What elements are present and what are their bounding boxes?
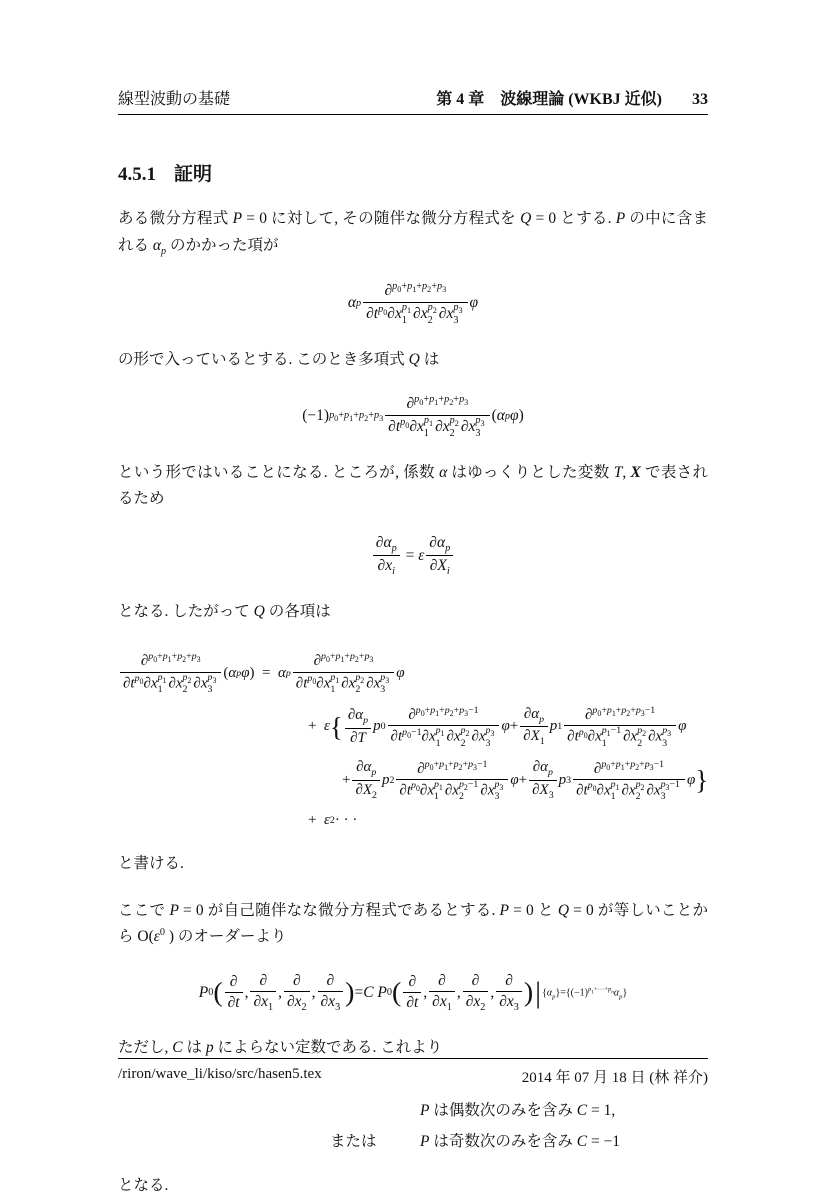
expansion-line-2: + ε { $\frac{\partial\alpha_p}{\partial T}$ p 0 ∂$^{p_0+p_1+p_2+p_3-1}$ $\partial t^{p_0-1}\partial x$ $p_1$ 1 ∂x $p_2$ 2 ∂x $p_3$ 3 φ + $\frac{\partial\alpha_p}{\partial X_1}$ p 1 ∂$^{p_0+p_1+p_2+p_3-1}$ $\partial t^{p_0}\partial x$ $p_1-1$ 1 ∂x $p_2$ 2 ∂x $p_3$ 3 φ [308, 704, 687, 749]
paragraph-self-adjoint: ここで P = 0 が自己随伴なな微分方程式であるとする. P = 0 と Q = 0 が等しいことから $O(\varepsilon^0$ ) のオーダーより [118, 901, 709, 946]
section-title: 証明 [174, 164, 213, 185]
footer-file-path: /riron/wave_li/kiso/src/hasen5.tex [118, 1066, 322, 1082]
paragraph-intro: ある微分方程式 P = 0 に対して, その随伴な微分方程式を Q = 0 とする. P の中に含まれる $\alpha_p$ のかかった項が [118, 210, 708, 257]
equation-expansion-block [118, 651, 708, 829]
expansion-line-4: + ε 2 · · · [308, 812, 358, 829]
page-number: 33 [692, 91, 708, 108]
section-heading [118, 159, 708, 186]
chapter-number: 第 4 章 [436, 91, 485, 108]
section-number: 4.5.1 [118, 164, 156, 185]
chapter-title: 波線理論 (WKBJ 近似) [500, 91, 662, 108]
expansion-line-1: ∂$^{p_0+p_1+p_2+p_3}$ $\partial t^{p_0}\partial x$ $p_1$ 1 ∂x $p_2$ 2 ∂x $p_3$ 3 ( α p φ ) = α p ∂$^{p_0+p_1+p_2+p_3}$ $\partial t^{p_0}\partial x$ $p_1$ 1 ∂x $p_2$ 2 ∂x $p_3$ 3 φ [118, 651, 708, 695]
conclusion-odd-text: P は奇数次のみを含み C = −1 [420, 1133, 621, 1151]
equation-slow-derivative: $\frac{\partial\alpha_p}{\partial x_i}$ = ε $\frac{\partial\alpha_p}{\partial X_i}$ [118, 533, 708, 579]
expansion-line-3: + $\frac{\partial\alpha_p}{\partial X_2}$ p 2 ∂$^{p_0+p_1+p_2+p_3-1}$ $\partial t^{p_0}\partial x$ $p_1$ 1 ∂x $p_2-1$ 2 ∂x $p_3$ 3 φ + $\frac{\partial\alpha_p}{\partial X_3}$ p 3 ∂$^{p_0+p_1+p_2+p_3-1}$ $\partial t^{p_0}\partial x$ $p_1$ 1 ∂x $p_2$ 2 ∂x $p_3-1$ 3 φ } [342, 758, 709, 803]
paragraph-writable: と書ける. [118, 855, 184, 873]
paragraph-conclusion: となる. [118, 1177, 169, 1195]
paragraph-each-term: となる. したがって Q の各項は [118, 602, 331, 620]
equation-adjoint-term: (−1) $p_0+p_1+p_2+p_3$ ∂$^{p_0+p_1+p_2+p_3}$ $\partial t^{p_0}\partial x$ $p_1$ 1 ∂x $p_2$ 2 ∂x $p_3$ 3 ( α p φ ) [302, 394, 524, 439]
conclusion-block [330, 1095, 708, 1157]
conclusion-label-or: または [330, 1133, 377, 1151]
conclusion-even-text: P は偶数次のみを含み C = 1, [420, 1102, 616, 1120]
page-header [118, 86, 708, 115]
header-right [436, 86, 708, 109]
equation-p0-condition: P 0 ( $\frac{\partial}{\partial t}$ , $\frac{\partial}{\partial x_1}$ , $\frac{\partial}{\partial x_2}$ , $\frac{\partial}{\partial x_3}$ ) = C P 0 ( $\frac{\partial}{\partial t}$ , $\frac{\partial}{\partial x_1}$ , $\frac{\partial}{\partial x_2}$ , $\frac{\partial}{\partial x_3}$ ) | $\{\alpha_p\}=\{(-1)^{p_1+\cdot\cdot\cdot+p_n}\alpha_p\}$ [198, 972, 628, 1014]
equation-term-form: α p ∂$^{p_0+p_1+p_2+p_3}$ $\partial t^{p_0}\partial x$ $p_1$ 1 ∂x $p_2$ 2 ∂x $p_3$ 3 φ [347, 281, 479, 326]
footer-date-author: 2014 年 07 月 18 日 (林 祥介) [521, 1070, 708, 1086]
paragraph-slow-variables: という形ではいることになる. ところが, 係数 α はゆっくりとした変数 T, X で表されるため [118, 463, 708, 508]
conclusion-line-odd [330, 1126, 708, 1157]
doc-title: 線型波動の基礎 [118, 91, 231, 108]
page-footer [118, 1058, 708, 1087]
paragraph-q-form: の形で入っているとする. このとき多項式 Q は [118, 350, 440, 368]
conclusion-line-even [330, 1095, 708, 1126]
paragraph-constant-c: ただし, C は p によらない定数である. これより [118, 1038, 443, 1056]
